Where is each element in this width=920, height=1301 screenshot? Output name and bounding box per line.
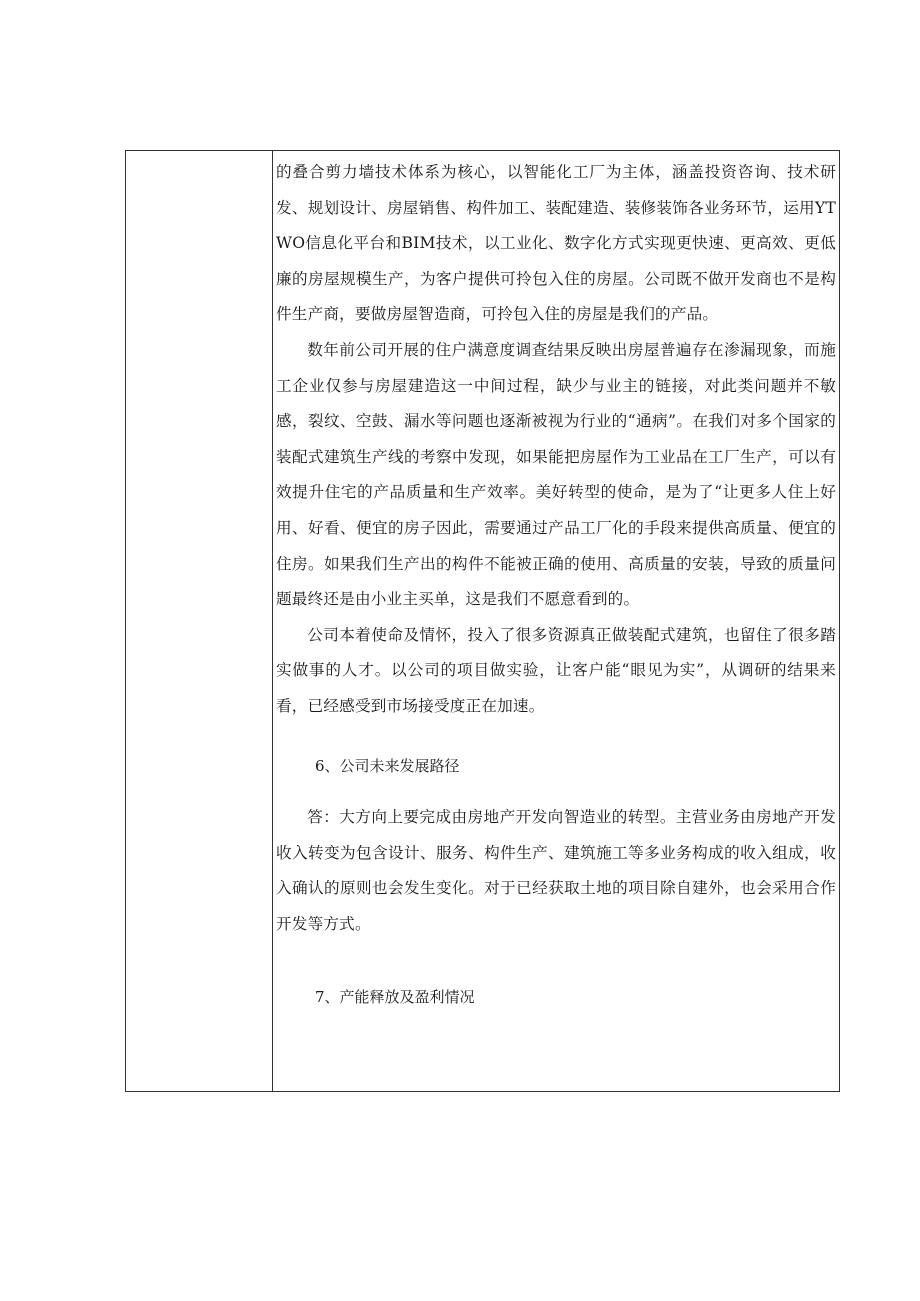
paragraph-answer-6: 答：大方向上要完成由房地产开发向智造业的转型。主营业务由房地产开发收入转变为包含设计、服务、构件生产、建筑施工等多业务构成的收入组成，收入确认的原则也会发生变化。对于已经获取土地的项目除自建外，也会采用合作开发等方式。 (276, 808, 836, 933)
paragraph-tech-system: 的叠合剪力墙技术体系为核心，以智能化工厂为主体，涵盖投资咨询、技术研发、规划设计、房屋销售、构件加工、装配建造、装修装饰各业务环节，运用YTWO信息化平台和BIM技术，以工业化、数字化方式实现更快速、更高效、更低廉的房屋规模生产，为客户提供可拎包入住的房屋。公司既不做开发商也不是构件生产商，要做房屋智造商，可拎包入住的房屋是我们的产品。 (276, 163, 836, 324)
paragraph-survey: 数年前公司开展的住户满意度调查结果反映出房屋普遍存在渗漏现象，而施工企业仅参与房屋建造这一中间过程，缺少与业主的链接，对此类问题并不敏感，裂纹、空鼓、漏水等问题也逐渐被视为行业的“通病”。在我们对多个国家的装配式建筑生产线的考察中发现，如果能把房屋作为工业品在工厂生产，可以有效提升住宅的产品质量和生产效率。美好转型的使命，是为了“让更多人住上好用、好看、便宜的房子因此，需要通过产品工厂化的手段来提供高质量、便宜的住房。如果我们生产出的构件不能被正确的使用、高质量的安装，导致的质量问题最终还是由小业主买单，这是我们不愿意看到的。 (276, 340, 836, 609)
spacer (276, 725, 836, 749)
spacer (276, 942, 836, 980)
content-cell (273, 151, 839, 1091)
section-heading-6: 6、公司未来发展路径 (315, 756, 460, 775)
label-cell (126, 151, 273, 1091)
section-heading-7: 7、产能释放及盈利情况 (315, 988, 475, 1007)
content-table (125, 150, 840, 1092)
spacer (276, 784, 836, 800)
paragraph-mission: 公司本着使命及情怀，投入了很多资源真正做装配式建筑，也留住了很多踏实做事的人才。以公司的项目做实验，让客户能“眼见为实”，从调研的结果来看，已经感受到市场接受度正在加速。 (276, 625, 836, 715)
